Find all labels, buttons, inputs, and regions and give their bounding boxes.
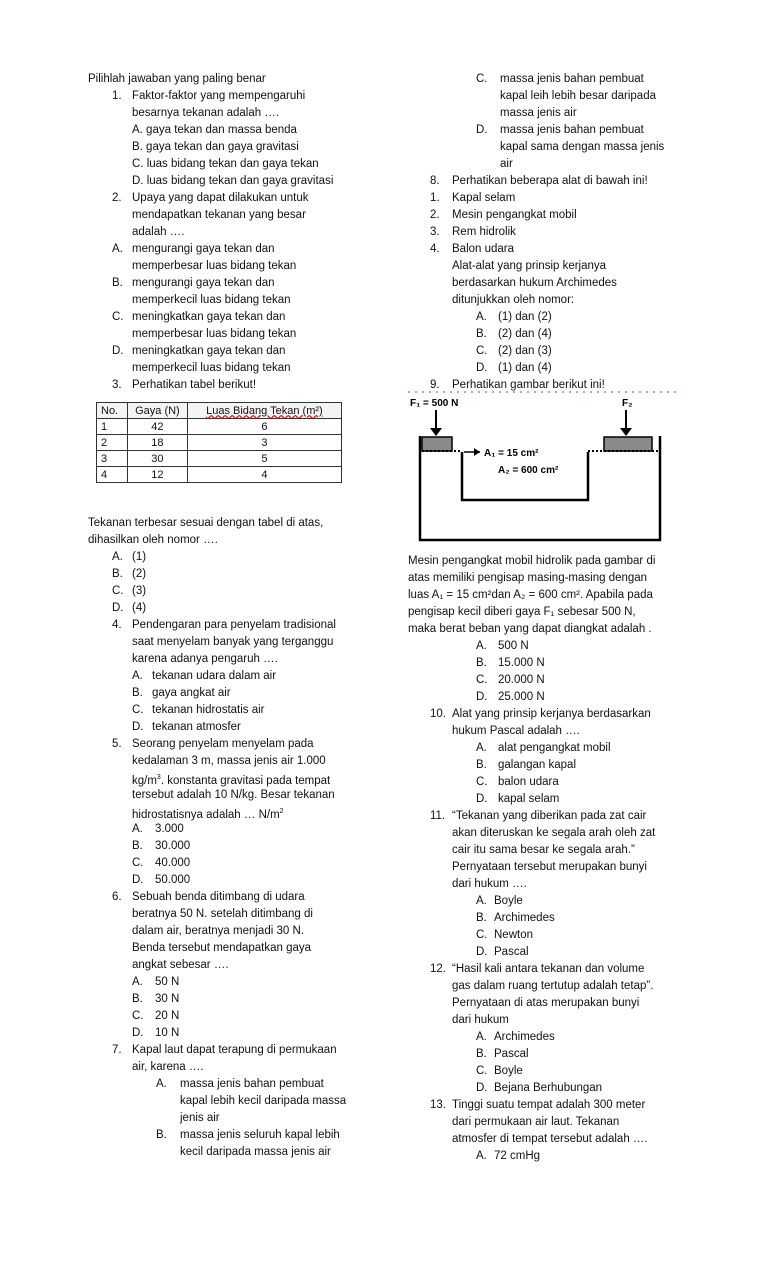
text-line: 500 N: [498, 640, 529, 652]
text-line: Pendengaran para penyelam tradisional: [132, 619, 336, 631]
text-line: mendapatkan tekanan yang besar: [132, 209, 306, 221]
text-line: Sebuah benda ditimbang di udara: [132, 891, 305, 903]
text-line: 15.000 N: [498, 657, 545, 669]
text-line: Pernyataan tersebut merupakan bunyi: [452, 861, 647, 873]
text-line: B.: [112, 277, 123, 289]
text-line: beratnya 50 N. setelah ditimbang di: [132, 908, 313, 920]
text-line: Pascal: [494, 946, 529, 958]
text-line: “Tekanan yang diberikan pada zat cair: [452, 810, 647, 822]
text-line: (3): [132, 585, 147, 597]
text-line: berdasarkan hukum Archimedes: [452, 277, 617, 289]
text-line: 20 N: [155, 1010, 180, 1022]
text-line: Alat-alat yang prinsip kerjanya: [452, 260, 607, 272]
text-line: C.: [476, 776, 488, 788]
text-line: massa jenis bahan pembuat: [500, 124, 644, 136]
table-row: [97, 467, 342, 483]
text-line: Seorang penyelam menyelam pada: [132, 738, 314, 750]
text-line: 1.: [430, 192, 440, 204]
text-line: D.: [476, 793, 488, 805]
text-line: Newton: [494, 929, 533, 941]
text-line: Luas Bidang Tekan (m²): [187, 403, 341, 419]
text-line: kecil daripada massa jenis air: [180, 1146, 331, 1158]
text-line: galangan kapal: [498, 759, 577, 771]
text-line: Kapal laut dapat terapung di permukaan: [132, 1044, 337, 1056]
text-line: tekanan hidrostatis air: [152, 704, 265, 716]
text-line: akan diteruskan ke segala arah oleh zat: [452, 827, 656, 839]
text-line: kapal selam: [498, 793, 560, 805]
text-line: gas dalam ruang tertutup adalah tetap”.: [452, 980, 654, 992]
text-line: Perhatikan gambar berikut ini!: [452, 379, 605, 391]
text-line: hukum Pascal adalah ….: [452, 725, 580, 737]
option: A. gaya tekan dan massa benda: [132, 124, 297, 136]
text-line: mengurangi gaya tekan dan: [132, 243, 275, 255]
text-line: Balon udara: [452, 243, 515, 255]
text-line: B.: [132, 687, 143, 699]
text-line: No.: [97, 403, 128, 419]
small-piston: [422, 437, 452, 451]
text-line: alat pengangkat mobil: [498, 742, 611, 754]
text-line: D.: [132, 1027, 144, 1039]
text-line: 3.: [112, 379, 122, 391]
text-line: Benda tersebut mendapatkan gaya: [132, 942, 312, 954]
text-line: jenis air: [180, 1112, 220, 1124]
text-line: 6.: [112, 891, 122, 903]
data-table: [96, 402, 342, 483]
instruction: Pilihlah jawaban yang paling benar: [88, 73, 266, 85]
text-line: 5: [187, 451, 341, 467]
text-line: B.: [132, 840, 143, 852]
text-line: 72 cmHg: [494, 1150, 541, 1162]
text-line: B.: [156, 1129, 167, 1141]
text-line: cair itu sama besar ke segala arah.”: [452, 844, 635, 856]
text-line: adalah ….: [132, 226, 185, 238]
text-line: 12.: [430, 963, 446, 975]
text-line: A.: [476, 1031, 487, 1043]
text-line: C.: [132, 857, 144, 869]
text-line: memperkecil luas bidang tekan: [132, 294, 291, 306]
text-line: (2) dan (4): [498, 328, 552, 340]
text-line: 10 N: [155, 1027, 180, 1039]
text-line: kedalaman 3 m, massa jenis air 1.000: [132, 755, 326, 767]
text-line: gaya angkat air: [152, 687, 231, 699]
text-line: dari hukum ….: [452, 878, 527, 890]
text-line: 50 N: [155, 976, 180, 988]
text-line: D.: [476, 1082, 488, 1094]
text-line: A.: [476, 311, 487, 323]
text-line: B.: [476, 912, 487, 924]
text-line: Tekanan terbesar sesuai dengan tabel di atas,: [88, 517, 324, 529]
text-line: 12: [128, 467, 188, 483]
text-line: Boyle: [494, 1065, 523, 1077]
text-line: ditunjukkan oleh nomor:: [452, 294, 575, 306]
text-line: 3.000: [155, 823, 184, 835]
text-line: B.: [476, 328, 487, 340]
a2-label: A₂ = 600 cm²: [498, 465, 559, 476]
text-line: memperbesar luas bidang tekan: [132, 328, 297, 340]
text-line: luas A₁ = 15 cm²dan A₂ = 600 cm². Apabila pada: [408, 589, 653, 601]
text-line: balon udara: [498, 776, 559, 788]
text-line: air, karena ….: [132, 1061, 204, 1073]
text-line: (1) dan (4): [498, 362, 552, 374]
text-line: Kapal selam: [452, 192, 516, 204]
f1-label: F₁ = 500 N: [410, 398, 459, 409]
text-line: Perhatikan tabel berikut!: [132, 379, 257, 391]
text-line: Mesin pengangkat mobil hidrolik pada gambar di: [408, 555, 656, 567]
text-line: tersebut adalah 10 N/kg. Besar tekanan: [132, 789, 335, 801]
text-line: kapal sama dengan massa jenis: [500, 141, 665, 153]
text-line: 42: [128, 419, 188, 435]
text-line: D.: [476, 946, 488, 958]
text-line: (4): [132, 602, 147, 614]
text-line: C.: [132, 704, 144, 716]
text-line: tekanan atmosfer: [152, 721, 241, 733]
text-line: kg/m: [132, 774, 157, 787]
text-line: 2: [97, 435, 128, 451]
text-line: (1): [132, 551, 147, 563]
text-line: 4: [97, 467, 128, 483]
text-line: A.: [132, 670, 143, 682]
text-line: B.: [476, 1048, 487, 1060]
text-line: C.: [112, 585, 124, 597]
text-line: D.: [476, 124, 488, 136]
text-line: tekanan udara dalam air: [152, 670, 277, 682]
text-line: D.: [476, 362, 488, 374]
text-line: B.: [476, 657, 487, 669]
text-line: . konstanta gravitasi pada tempat: [160, 774, 331, 787]
text-line: atmosfer di tempat tersebut adalah ….: [452, 1133, 648, 1145]
text-line: A.: [132, 823, 143, 835]
text-line: (1) dan (2): [498, 311, 552, 323]
text-line: dihasilkan oleh nomor ….: [88, 534, 218, 546]
hydraulic-press-diagram: [408, 390, 676, 548]
table-row: [97, 419, 342, 435]
f2-label: F₂: [622, 398, 633, 409]
option: B. gaya tekan dan gaya gravitasi: [132, 141, 299, 153]
text-line: 5.: [112, 738, 122, 750]
text-line: D.: [476, 691, 488, 703]
large-piston: [604, 437, 652, 451]
text-line: Mesin pengangkat mobil: [452, 209, 577, 221]
text-line: mengurangi gaya tekan dan: [132, 277, 275, 289]
text-line: dari hukum: [452, 1014, 509, 1026]
text-line: Archimedes: [494, 1031, 555, 1043]
text-line: 10.: [430, 708, 446, 720]
text-line: meningkatkan gaya tekan dan: [132, 345, 286, 357]
text-line: dalam air, beratnya menjadi 30 N.: [132, 925, 304, 937]
text-line: A.: [112, 551, 123, 563]
text-line: Tinggi suatu tempat adalah 300 meter: [452, 1099, 646, 1111]
text-line: A.: [476, 640, 487, 652]
text-line: Boyle: [494, 895, 523, 907]
text-line: 2: [279, 808, 284, 815]
text-line: C.: [476, 73, 488, 85]
text-line: Faktor-faktor yang mempengaruhi: [132, 90, 306, 102]
text-line: (2) dan (3): [498, 345, 552, 357]
text-line: memperbesar luas bidang tekan: [132, 260, 297, 272]
text-line: 40.000: [155, 857, 191, 869]
text-line: 30 N: [155, 993, 180, 1005]
text-line: 3: [156, 774, 161, 781]
text-line: C.: [476, 1065, 488, 1077]
text-line: 30: [128, 451, 188, 467]
text-line: 4.: [112, 619, 122, 631]
text-line: 3: [97, 451, 128, 467]
text-line: 30.000: [155, 840, 191, 852]
text-line: A.: [132, 976, 143, 988]
text-line: saat menyelam banyak yang terganggu: [132, 636, 334, 648]
text-line: meningkatkan gaya tekan dan: [132, 311, 286, 323]
text-line: Bejana Berhubungan: [494, 1082, 603, 1094]
text-line: 50.000: [155, 874, 191, 886]
text-line: Gaya (N): [128, 403, 188, 419]
text-line: C.: [476, 345, 488, 357]
text-line: 25.000 N: [498, 691, 545, 703]
text-line: C.: [112, 311, 124, 323]
text-line: D.: [132, 721, 144, 733]
force-arrow-2-head: [620, 428, 632, 436]
text-line: 1.: [112, 90, 122, 102]
text-line: B.: [132, 993, 143, 1005]
text-line: kapal lebih kecil daripada massa: [180, 1095, 347, 1107]
text-line: 13.: [430, 1099, 446, 1111]
text-line: Upaya yang dapat dilakukan untuk: [132, 192, 309, 204]
text-line: Pascal: [494, 1048, 529, 1060]
text-line: 4.: [430, 243, 440, 255]
text-line: 11.: [430, 810, 446, 822]
text-line: D.: [112, 345, 124, 357]
text-line: 20.000 N: [498, 674, 545, 686]
text-line: (2): [132, 568, 147, 580]
text-line: Alat yang prinsip kerjanya berdasarkan: [452, 708, 651, 720]
table-header-row: [97, 403, 342, 419]
table-row: [97, 435, 342, 451]
text-line: maka berat beban yang dapat diangkat adalah .: [408, 623, 652, 635]
text-line: 2.: [112, 192, 122, 204]
text-line: 4: [187, 467, 341, 483]
text-line: B.: [476, 759, 487, 771]
option: C. luas bidang tekan dan gaya tekan: [132, 158, 319, 170]
text-line: massa jenis bahan pembuat: [180, 1078, 324, 1090]
text-line: 2.: [430, 209, 440, 221]
text-line: massa jenis bahan pembuat: [500, 73, 644, 85]
text-line: Archimedes: [494, 912, 555, 924]
text-line: air: [500, 158, 513, 170]
text-line: A.: [156, 1078, 167, 1090]
text-line: C.: [476, 929, 488, 941]
text-line: 6: [187, 419, 341, 435]
text-line: D.: [112, 602, 124, 614]
table-row: [97, 451, 342, 467]
text-line: C.: [476, 674, 488, 686]
a1-label: A₁ = 15 cm²: [484, 448, 539, 459]
text-line: kapal leih lebih besar daripada: [500, 90, 656, 102]
text-line: Pernyataan di atas merupakan bunyi: [452, 997, 640, 1009]
text-line: karena adanya pengaruh ….: [132, 653, 278, 665]
text-line: B.: [112, 568, 123, 580]
text-line: 8.: [430, 175, 440, 187]
text-line: massa jenis air: [500, 107, 577, 119]
text-line: A.: [112, 243, 123, 255]
text-line: 18: [128, 435, 188, 451]
text-line: angkat sebesar ….: [132, 959, 229, 971]
text-line: pengisap kecil diberi gaya F₁ sebesar 500 N,: [408, 606, 636, 618]
text-line: hidrostatisnya adalah … N/m: [132, 808, 280, 821]
text-line: “Hasil kali antara tekanan dan volume: [452, 963, 645, 975]
text-line: C.: [132, 1010, 144, 1022]
text-line: 3.: [430, 226, 440, 238]
text-line: A.: [476, 895, 487, 907]
text-line: D.: [132, 874, 144, 886]
option: D. luas bidang tekan dan gaya gravitasi: [132, 175, 334, 187]
text-line: atas memiliki pengisap masing-masing dengan: [408, 572, 648, 584]
text-line: Perhatikan beberapa alat di bawah ini!: [452, 175, 648, 187]
text-line: massa jenis seluruh kapal lebih: [180, 1129, 340, 1141]
text-line: A.: [476, 1150, 487, 1162]
text-line: Rem hidrolik: [452, 226, 516, 238]
text-line: memperkecil luas bidang tekan: [132, 362, 291, 374]
force-arrow-1-head: [430, 428, 442, 436]
text-line: 3: [187, 435, 341, 451]
text-line: A.: [476, 742, 487, 754]
text-line: besarnya tekanan adalah ….: [132, 107, 280, 119]
text-line: dari permukaan air laut. Tekanan: [452, 1116, 620, 1128]
text-line: 9.: [430, 379, 440, 391]
text-line: 7.: [112, 1044, 122, 1056]
text-line: 1: [97, 419, 128, 435]
